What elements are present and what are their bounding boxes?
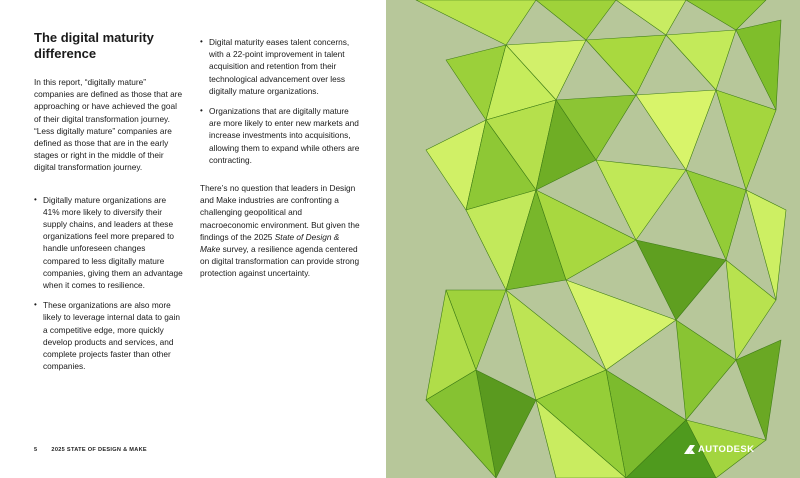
page-title: The digital maturity difference bbox=[34, 30, 154, 61]
conclusion-paragraph bbox=[200, 182, 360, 280]
conclusion-text-end: survey, a resilience agenda centered on digital transformation can provide strong protection against uncertainty. bbox=[200, 244, 360, 279]
brand-name: AUTODESK bbox=[698, 444, 755, 455]
hero-image bbox=[386, 0, 800, 478]
page-number: 5 bbox=[34, 447, 38, 453]
intro-paragraph: In this report, “digitally mature” companies are defined as those that are approaching or have achieved the goal of their digital transformation journey. “Less digitally mature” companies are defined as those that are in the early stages or right in the middle of their digital transformation journey. bbox=[34, 77, 183, 173]
list-item-text: Digitally mature organizations are 41% more likely to diversify their supply chains, and leaders at these organizations feel more prepared to handle unforeseen changes compared to less digitally mature companies, giving them an advantage when it comes to resilience. bbox=[43, 194, 183, 291]
list-item bbox=[34, 194, 184, 292]
column-left bbox=[34, 76, 184, 380]
report-title-italic: State of Design & Make bbox=[200, 231, 340, 255]
list-item-text: Organizations that are digitally mature are more likely to enter new markets and increase investments into acquisitions, allowing them to expand while others are contracting. bbox=[209, 106, 360, 165]
list-item bbox=[200, 36, 360, 97]
conclusion-text-start: There’s no question that leaders in Design and Make industries are confronting a challenging geopolitical and macroeconomic environment. But given the findings of the 2025 bbox=[200, 183, 360, 242]
text-panel bbox=[0, 0, 386, 478]
list-item bbox=[34, 299, 184, 372]
bullet-list-right bbox=[200, 36, 360, 166]
column-right bbox=[200, 36, 360, 280]
autodesk-logo bbox=[684, 444, 754, 455]
autodesk-mark-icon bbox=[684, 445, 695, 454]
page-footer bbox=[34, 447, 147, 453]
bullet-icon: • bbox=[200, 37, 203, 46]
faceted-green-sculpture-image bbox=[386, 0, 800, 478]
bullet-icon: • bbox=[200, 106, 203, 116]
bullet-list-left bbox=[34, 194, 184, 373]
bullet-icon: • bbox=[34, 194, 37, 204]
footer-title: 2025 STATE OF DESIGN & MAKE bbox=[51, 447, 147, 453]
list-item-text: Digital maturity eases talent concerns, with a 22-point improvement in talent acquisition and retention from their technological advancement over less digitally mature organizations. bbox=[209, 37, 350, 96]
list-item-text: These organizations are also more likely to leverage internal data to gain a competitive edge, more quickly develop products and services, and complete projects faster than other companies. bbox=[43, 300, 180, 372]
bullet-icon: • bbox=[34, 300, 37, 310]
list-item bbox=[200, 105, 360, 166]
